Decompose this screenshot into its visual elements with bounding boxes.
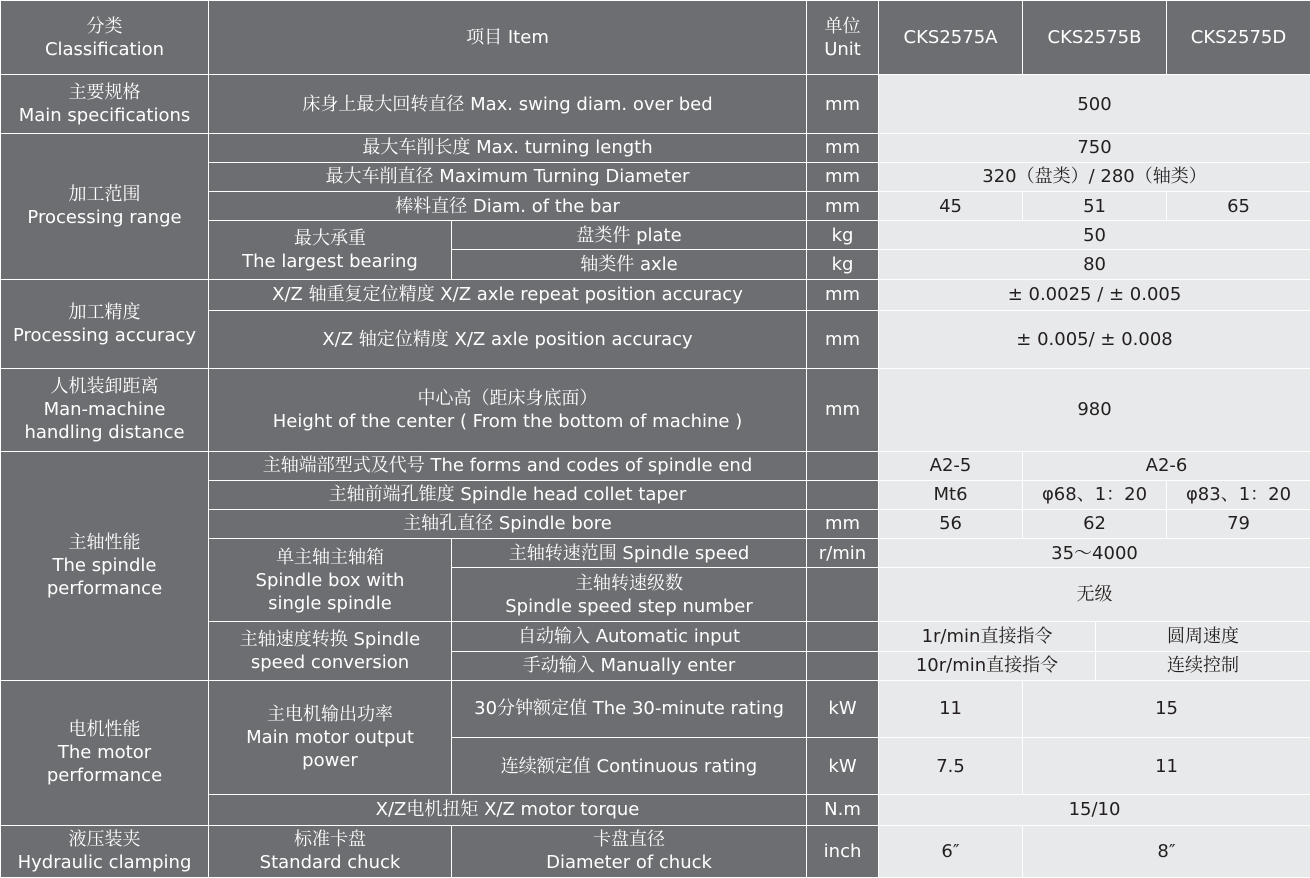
value-automatic-input-1: 1r/min直接指令 bbox=[879, 622, 1096, 651]
value-chuck-a: 6″ bbox=[879, 825, 1023, 877]
unit-turning-length: mm bbox=[807, 133, 879, 162]
value-30min-rating-a: 11 bbox=[879, 680, 1023, 737]
item-chuck-diameter: 卡盘直径 Diameter of chuck bbox=[452, 825, 807, 877]
item-spindle-taper: 主轴前端孔锥度 Spindle head collet taper bbox=[209, 480, 807, 509]
item-bearing-axle: 轴类件 axle bbox=[452, 250, 807, 279]
label-spindle-box: 单主轴主轴箱 Spindle box with single spindle bbox=[209, 538, 452, 621]
unit-spindle-step bbox=[807, 568, 879, 622]
value-30min-rating-bd: 15 bbox=[1023, 680, 1310, 737]
class-spindle: 主轴性能 The spindle performance bbox=[1, 451, 209, 680]
class-handling: 人机装卸距离 Man-machine handling distance bbox=[1, 369, 209, 451]
label-standard-chuck: 标准卡盘 Standard chuck bbox=[209, 825, 452, 877]
unit-bearing-plate: kg bbox=[807, 221, 879, 250]
class-motor: 电机性能 The motor performance bbox=[1, 680, 209, 825]
header-item: 项目 Item bbox=[209, 1, 807, 75]
label-speed-conversion: 主轴速度转换 Spindle speed conversion bbox=[209, 622, 452, 680]
value-manual-input-2: 连续控制 bbox=[1096, 651, 1310, 680]
row-swing bbox=[1, 75, 1310, 133]
value-turning-length: 750 bbox=[879, 133, 1310, 162]
class-processing-accuracy: 加工精度 Processing accuracy bbox=[1, 279, 209, 369]
unit-bearing-axle: kg bbox=[807, 250, 879, 279]
label-bearing: 最大承重 The largest bearing bbox=[209, 221, 452, 279]
item-spindle-end: 主轴端部型式及代号 The forms and codes of spindle end bbox=[209, 451, 807, 480]
row-center-height bbox=[1, 369, 1310, 451]
class-processing-range: 加工范围 Processing range bbox=[1, 133, 209, 279]
value-motor-torque: 15/10 bbox=[879, 795, 1310, 825]
row-chuck bbox=[1, 825, 1310, 877]
row-repeat-accuracy bbox=[1, 279, 1310, 310]
unit-manual-input bbox=[807, 651, 879, 680]
value-chuck-bd: 8″ bbox=[1023, 825, 1310, 877]
value-continuous-rating-bd: 11 bbox=[1023, 738, 1310, 795]
value-spindle-end-bd: A2-6 bbox=[1023, 451, 1310, 480]
value-automatic-input-2: 圆周速度 bbox=[1096, 622, 1310, 651]
item-spindle-step: 主轴转速级数 Spindle speed step number bbox=[452, 568, 807, 622]
item-automatic-input: 自动输入 Automatic input bbox=[452, 622, 807, 651]
unit-turning-diameter: mm bbox=[807, 162, 879, 191]
value-spindle-bore-a: 56 bbox=[879, 509, 1023, 538]
value-bearing-axle: 80 bbox=[879, 250, 1310, 279]
row-turning-length bbox=[1, 133, 1310, 162]
value-spindle-taper-d: φ83、1：20 bbox=[1167, 480, 1310, 509]
value-turning-diameter: 320（盘类）/ 280（轴类） bbox=[879, 162, 1310, 191]
class-main-spec: 主要规格 Main specifications bbox=[1, 75, 209, 133]
unit-continuous-rating: kW bbox=[807, 738, 879, 795]
item-position-accuracy: X/Z 轴定位精度 X/Z axle position accuracy bbox=[209, 310, 807, 368]
item-bar-diam: 棒料直径 Diam. of the bar bbox=[209, 192, 807, 221]
item-turning-length: 最大车削长度 Max. turning length bbox=[209, 133, 807, 162]
value-manual-input-1: 10r/min直接指令 bbox=[879, 651, 1096, 680]
unit-spindle-end bbox=[807, 451, 879, 480]
unit-spindle-taper bbox=[807, 480, 879, 509]
value-bar-diam-b: 51 bbox=[1023, 192, 1167, 221]
header-row bbox=[1, 1, 1310, 75]
value-spindle-bore-d: 79 bbox=[1167, 509, 1310, 538]
unit-center-height: mm bbox=[807, 369, 879, 451]
header-unit: 单位 Unit bbox=[807, 1, 879, 75]
item-spindle-bore: 主轴孔直径 Spindle bore bbox=[209, 509, 807, 538]
unit-bar-diam: mm bbox=[807, 192, 879, 221]
value-spindle-taper-a: Mt6 bbox=[879, 480, 1023, 509]
header-model-d: CKS2575D bbox=[1167, 1, 1310, 75]
item-continuous-rating: 连续额定值 Continuous rating bbox=[452, 738, 807, 795]
unit-spindle-bore: mm bbox=[807, 509, 879, 538]
value-continuous-rating-a: 7.5 bbox=[879, 738, 1023, 795]
row-30min-rating bbox=[1, 680, 1310, 737]
unit-automatic-input bbox=[807, 622, 879, 651]
value-spindle-end-a: A2-5 bbox=[879, 451, 1023, 480]
item-center-height: 中心高（距床身底面） Height of the center ( From the bottom of machine ) bbox=[209, 369, 807, 451]
unit-motor-torque: N.m bbox=[807, 795, 879, 825]
value-swing: 500 bbox=[879, 75, 1310, 133]
value-spindle-speed: 35～4000 bbox=[879, 538, 1310, 567]
item-turning-diameter: 最大车削直径 Maximum Turning Diameter bbox=[209, 162, 807, 191]
header-model-a: CKS2575A bbox=[879, 1, 1023, 75]
value-position-accuracy: ± 0.005/ ± 0.008 bbox=[879, 310, 1310, 368]
item-spindle-speed: 主轴转速范围 Spindle speed bbox=[452, 538, 807, 567]
unit-chuck: inch bbox=[807, 825, 879, 877]
unit-position-accuracy: mm bbox=[807, 310, 879, 368]
value-spindle-step: 无级 bbox=[879, 568, 1310, 622]
value-spindle-bore-b: 62 bbox=[1023, 509, 1167, 538]
label-motor-output: 主电机输出功率 Main motor output power bbox=[209, 680, 452, 795]
unit-30min-rating: kW bbox=[807, 680, 879, 737]
unit-spindle-speed: r/min bbox=[807, 538, 879, 567]
value-bar-diam-a: 45 bbox=[879, 192, 1023, 221]
item-repeat-accuracy: X/Z 轴重复定位精度 X/Z axle repeat position accuracy bbox=[209, 279, 807, 310]
value-bearing-plate: 50 bbox=[879, 221, 1310, 250]
item-30min-rating: 30分钟额定值 The 30-minute rating bbox=[452, 680, 807, 737]
item-swing: 床身上最大回转直径 Max. swing diam. over bed bbox=[209, 75, 807, 133]
value-repeat-accuracy: ± 0.0025 / ± 0.005 bbox=[879, 279, 1310, 310]
value-center-height: 980 bbox=[879, 369, 1310, 451]
item-motor-torque: X/Z电机扭矩 X/Z motor torque bbox=[209, 795, 807, 825]
row-spindle-end bbox=[1, 451, 1310, 480]
header-model-b: CKS2575B bbox=[1023, 1, 1167, 75]
item-manual-input: 手动输入 Manually enter bbox=[452, 651, 807, 680]
class-hydraulic: 液压装夹 Hydraulic clamping bbox=[1, 825, 209, 877]
value-bar-diam-d: 65 bbox=[1167, 192, 1310, 221]
item-bearing-plate: 盘类件 plate bbox=[452, 221, 807, 250]
value-spindle-taper-b: φ68、1：20 bbox=[1023, 480, 1167, 509]
unit-repeat-accuracy: mm bbox=[807, 279, 879, 310]
header-classification: 分类 Classification bbox=[1, 1, 209, 75]
unit-swing: mm bbox=[807, 75, 879, 133]
